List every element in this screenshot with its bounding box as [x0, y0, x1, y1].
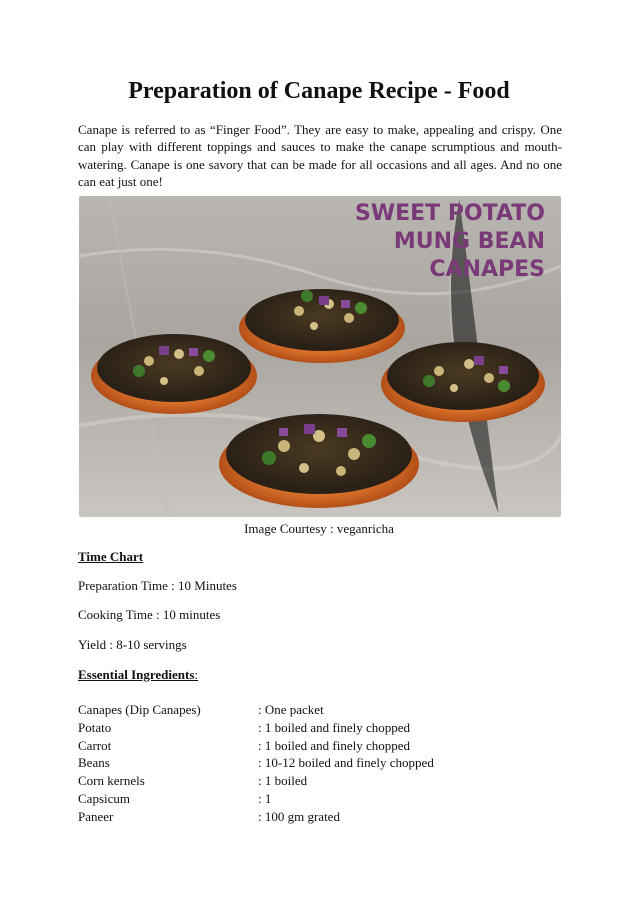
ingredient-quantity: : 1 boiled [258, 773, 308, 789]
ingredients-list [78, 701, 434, 826]
page-title: Preparation of Canape Recipe - Food [128, 78, 510, 104]
photo-overlay-line-3: CANAPES [429, 257, 545, 282]
ingredients-heading-text: Essential Ingredients [78, 667, 195, 682]
ingredient-quantity: : 10-12 boiled and finely chopped [258, 755, 434, 771]
ingredients-heading-colon: : [194, 667, 199, 682]
time-chart-heading: Time Chart [78, 549, 144, 564]
photo-overlay-line-2: MUNG BEAN [393, 229, 545, 254]
ingredient-name: Beans [78, 755, 110, 771]
canape-photo [79, 196, 561, 517]
ingredient-name: Carrot [78, 737, 112, 753]
intro-paragraph: Canape is referred to as “Finger Food”. They are easy to make, appealing and crispy. One can play with different toppings and sauces to make the canape scrumptious and mouth-watering. Canape is one savory that can be made for all occasions and all ages. And no one can eat just one! [78, 122, 562, 189]
ingredient-quantity: : One packet [258, 702, 324, 717]
ingredient-quantity: : 100 gm grated [258, 808, 340, 824]
canape-right [381, 342, 545, 422]
canape-left [91, 334, 257, 414]
yield: Yield : 8-10 servings [78, 637, 187, 652]
ingredient-row [78, 719, 434, 737]
ingredient-name: Canapes (Dip Canapes) [78, 702, 201, 717]
ingredient-row [78, 701, 434, 719]
ingredient-row [78, 772, 434, 790]
photo-overlay-line-1: SWEET POTATO [355, 201, 545, 226]
ingredient-quantity: : 1 boiled and finely chopped [258, 719, 410, 735]
canape-front [219, 414, 419, 508]
ingredient-row [78, 790, 434, 808]
ingredients-heading [78, 667, 198, 683]
ingredient-name: Corn kernels [78, 773, 145, 789]
ingredient-quantity: : 1 boiled and finely chopped [258, 737, 410, 753]
ingredient-name: Capsicum [78, 790, 130, 806]
ingredient-row [78, 737, 434, 755]
image-caption: Image Courtesy : veganricha [244, 521, 394, 536]
cooking-time: Cooking Time : 10 minutes [78, 607, 221, 622]
ingredient-row [78, 754, 434, 772]
ingredient-name: Potato [78, 719, 112, 735]
canape-top-center [239, 289, 405, 363]
ingredient-name: Paneer [78, 808, 114, 824]
ingredient-quantity: : 1 [258, 790, 272, 806]
ingredient-row [78, 808, 434, 826]
preparation-time: Preparation Time : 10 Minutes [78, 578, 237, 593]
